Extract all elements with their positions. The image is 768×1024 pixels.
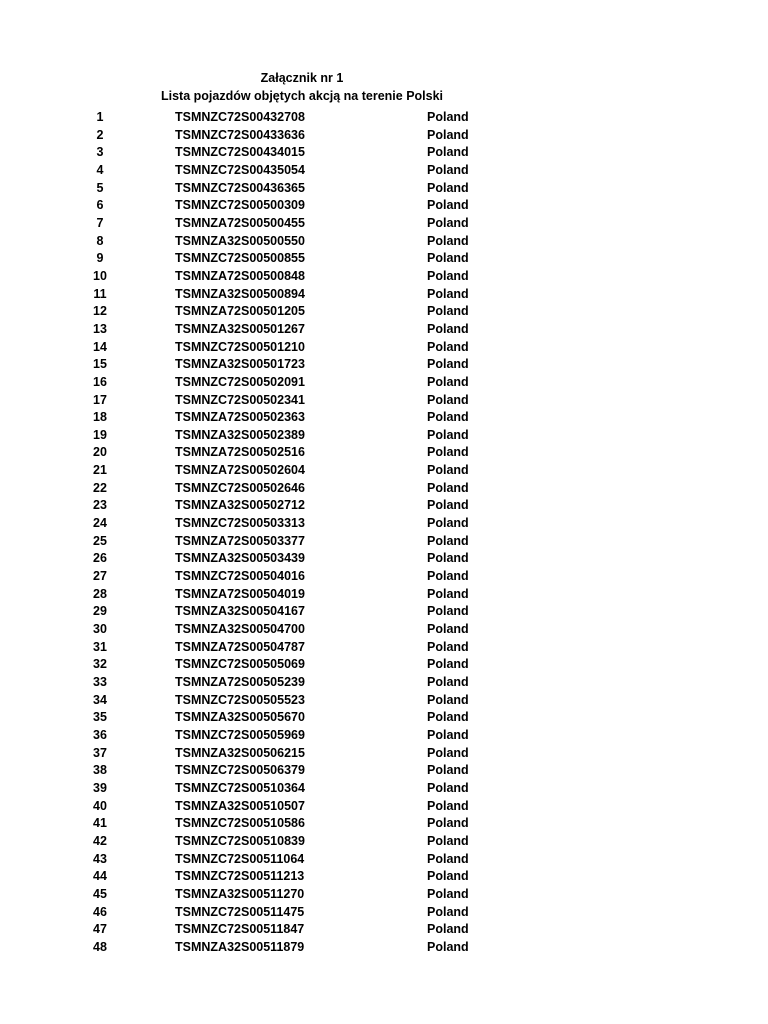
row-number: 2 bbox=[96, 127, 104, 142]
row-number: 48 bbox=[93, 939, 107, 954]
row-number: 8 bbox=[96, 233, 104, 248]
table-row bbox=[0, 286, 768, 304]
country-cell: Poland bbox=[427, 304, 469, 319]
country-cell: Poland bbox=[427, 622, 469, 637]
row-number: 31 bbox=[93, 639, 107, 654]
row-number: 26 bbox=[93, 551, 107, 566]
row-number: 5 bbox=[96, 180, 104, 195]
vin-cell: TSMNZA72S00500848 bbox=[175, 268, 305, 283]
vin-cell: TSMNZA32S00502389 bbox=[175, 427, 305, 442]
vin-cell: TSMNZA32S00511270 bbox=[175, 886, 305, 901]
country-cell: Poland bbox=[427, 904, 469, 919]
country-cell: Poland bbox=[427, 586, 469, 601]
vin-cell: TSMNZA32S00510507 bbox=[175, 798, 305, 813]
row-number: 42 bbox=[93, 833, 107, 848]
country-cell: Poland bbox=[427, 445, 469, 460]
table-row bbox=[0, 868, 768, 886]
table-row bbox=[0, 356, 768, 374]
row-number: 33 bbox=[93, 675, 107, 689]
row-number: 11 bbox=[93, 286, 107, 301]
row-number: 13 bbox=[93, 321, 107, 336]
row-number: 15 bbox=[93, 357, 107, 372]
row-number: 27 bbox=[93, 569, 107, 584]
row-number: 10 bbox=[93, 268, 107, 283]
vin-cell: TSMNZC72S00504016 bbox=[175, 569, 305, 584]
vin-cell: TSMNZA72S00502363 bbox=[175, 410, 305, 425]
vin-cell: TSMNZC72S00505969 bbox=[175, 727, 305, 742]
vin-cell: TSMNZC72S00502341 bbox=[175, 392, 305, 407]
row-number: 34 bbox=[93, 692, 107, 707]
country-cell: Poland bbox=[427, 798, 469, 813]
vin-cell: TSMNZA32S00506215 bbox=[175, 745, 305, 760]
table-row bbox=[0, 339, 768, 357]
vin-cell: TSMNZC72S00505523 bbox=[175, 692, 305, 707]
table-row bbox=[0, 674, 768, 692]
table-row bbox=[0, 939, 768, 957]
country-cell: Poland bbox=[427, 480, 469, 495]
vin-cell: TSMNZC72S00502646 bbox=[175, 480, 305, 495]
vin-cell: TSMNZC72S00505069 bbox=[175, 657, 305, 672]
country-cell: Poland bbox=[427, 392, 469, 407]
country-cell: Poland bbox=[427, 533, 469, 548]
country-cell: Poland bbox=[427, 427, 469, 442]
vin-cell: TSMNZC72S00511064 bbox=[175, 851, 305, 866]
country-cell: Poland bbox=[427, 321, 469, 336]
vin-cell: TSMNZA32S00501723 bbox=[175, 357, 305, 372]
table-row bbox=[0, 745, 768, 763]
vin-cell: TSMNZC72S00436365 bbox=[175, 180, 305, 195]
country-cell: Poland bbox=[427, 357, 469, 372]
row-number: 25 bbox=[93, 533, 107, 548]
vin-cell: TSMNZC72S00510586 bbox=[175, 816, 305, 831]
country-cell: Poland bbox=[427, 922, 469, 937]
country-cell: Poland bbox=[427, 939, 469, 954]
country-cell: Poland bbox=[427, 286, 469, 301]
row-number: 22 bbox=[93, 480, 107, 495]
row-number: 46 bbox=[93, 904, 107, 919]
country-cell: Poland bbox=[427, 851, 469, 866]
vin-cell: TSMNZC72S00510839 bbox=[175, 833, 305, 848]
table-row bbox=[0, 392, 768, 410]
row-number: 7 bbox=[96, 215, 104, 230]
country-cell: Poland bbox=[427, 268, 469, 283]
country-cell: Poland bbox=[427, 251, 469, 266]
row-number: 9 bbox=[96, 251, 104, 266]
country-cell: Poland bbox=[427, 604, 469, 619]
vin-cell: TSMNZC72S00434015 bbox=[175, 145, 305, 160]
country-cell: Poland bbox=[427, 110, 469, 124]
table-row bbox=[0, 762, 768, 780]
row-number: 23 bbox=[93, 498, 107, 513]
vin-cell: TSMNZC72S00500309 bbox=[175, 198, 305, 213]
table-row bbox=[0, 621, 768, 639]
table-row bbox=[0, 904, 768, 922]
vin-cell: TSMNZC72S00503313 bbox=[175, 516, 305, 531]
document-subtitle: Lista pojazdów objętych akcją na terenie Polski bbox=[160, 89, 444, 103]
table-row bbox=[0, 197, 768, 215]
vin-cell: TSMNZA32S00501267 bbox=[175, 321, 305, 336]
table-row bbox=[0, 727, 768, 745]
row-number: 6 bbox=[96, 198, 104, 213]
vin-cell: TSMNZA32S00511879 bbox=[175, 939, 305, 954]
country-cell: Poland bbox=[427, 463, 469, 478]
row-number: 41 bbox=[93, 816, 107, 831]
country-cell: Poland bbox=[427, 675, 469, 689]
row-number: 45 bbox=[93, 886, 107, 901]
vin-cell: TSMNZC72S00510364 bbox=[175, 780, 305, 795]
table-row bbox=[0, 144, 768, 162]
vin-cell: TSMNZC72S00511847 bbox=[175, 922, 305, 937]
vehicle-list bbox=[0, 109, 768, 957]
table-row bbox=[0, 409, 768, 427]
table-row bbox=[0, 692, 768, 710]
row-number: 24 bbox=[93, 516, 107, 531]
table-row bbox=[0, 180, 768, 198]
row-number: 17 bbox=[93, 392, 107, 407]
table-row bbox=[0, 303, 768, 321]
country-cell: Poland bbox=[427, 410, 469, 425]
table-row bbox=[0, 780, 768, 798]
vin-cell: TSMNZC72S00502091 bbox=[175, 374, 305, 389]
row-number: 12 bbox=[93, 304, 107, 319]
country-cell: Poland bbox=[427, 498, 469, 513]
table-row bbox=[0, 639, 768, 657]
vin-cell: TSMNZC72S00511213 bbox=[175, 869, 305, 884]
table-row bbox=[0, 709, 768, 727]
vin-cell: TSMNZA72S00504787 bbox=[175, 639, 305, 654]
vin-cell: TSMNZC72S00501210 bbox=[175, 339, 305, 354]
vin-cell: TSMNZA72S00503377 bbox=[175, 533, 305, 548]
vin-cell: TSMNZA72S00500455 bbox=[175, 215, 305, 230]
country-cell: Poland bbox=[427, 180, 469, 195]
vin-cell: TSMNZA72S00504019 bbox=[175, 586, 305, 601]
vin-cell: TSMNZA32S00500550 bbox=[175, 233, 305, 248]
table-row bbox=[0, 321, 768, 339]
table-row bbox=[0, 444, 768, 462]
vin-cell: TSMNZA72S00501205 bbox=[175, 304, 305, 319]
vin-cell: TSMNZA72S00502604 bbox=[175, 463, 305, 478]
table-row bbox=[0, 586, 768, 604]
table-row bbox=[0, 109, 768, 127]
document-title: Załącznik nr 1 bbox=[260, 71, 344, 85]
country-cell: Poland bbox=[427, 127, 469, 142]
row-number: 47 bbox=[93, 922, 107, 937]
row-number: 30 bbox=[93, 622, 107, 637]
vin-cell: TSMNZA32S00504700 bbox=[175, 622, 305, 637]
table-row bbox=[0, 250, 768, 268]
country-cell: Poland bbox=[427, 516, 469, 531]
vin-cell: TSMNZC72S00432708 bbox=[175, 110, 305, 124]
country-cell: Poland bbox=[427, 215, 469, 230]
country-cell: Poland bbox=[427, 763, 469, 778]
country-cell: Poland bbox=[427, 198, 469, 213]
table-row bbox=[0, 480, 768, 498]
vin-cell: TSMNZC72S00435054 bbox=[175, 162, 305, 177]
row-number: 16 bbox=[93, 374, 107, 389]
row-number: 29 bbox=[93, 604, 107, 619]
table-row bbox=[0, 921, 768, 939]
country-cell: Poland bbox=[427, 162, 469, 177]
country-cell: Poland bbox=[427, 745, 469, 760]
row-number: 32 bbox=[93, 657, 107, 672]
row-number: 3 bbox=[96, 145, 104, 160]
vin-cell: TSMNZC72S00433636 bbox=[175, 127, 305, 142]
row-number: 14 bbox=[93, 339, 107, 354]
country-cell: Poland bbox=[427, 886, 469, 901]
table-row bbox=[0, 550, 768, 568]
country-cell: Poland bbox=[427, 816, 469, 831]
table-row bbox=[0, 515, 768, 533]
table-row bbox=[0, 656, 768, 674]
country-cell: Poland bbox=[427, 339, 469, 354]
row-number: 18 bbox=[93, 410, 107, 425]
country-cell: Poland bbox=[427, 551, 469, 566]
table-row bbox=[0, 533, 768, 551]
table-row bbox=[0, 127, 768, 145]
country-cell: Poland bbox=[427, 374, 469, 389]
row-number: 37 bbox=[93, 745, 107, 760]
country-cell: Poland bbox=[427, 869, 469, 884]
country-cell: Poland bbox=[427, 692, 469, 707]
country-cell: Poland bbox=[427, 727, 469, 742]
table-row bbox=[0, 497, 768, 515]
row-number: 28 bbox=[93, 586, 107, 601]
table-row bbox=[0, 462, 768, 480]
vin-cell: TSMNZC72S00506379 bbox=[175, 763, 305, 778]
vin-cell: TSMNZC72S00511475 bbox=[175, 904, 305, 919]
country-cell: Poland bbox=[427, 145, 469, 160]
row-number: 35 bbox=[93, 710, 107, 725]
vin-cell: TSMNZA72S00505239 bbox=[175, 675, 305, 689]
row-number: 36 bbox=[93, 727, 107, 742]
vin-cell: TSMNZA32S00503439 bbox=[175, 551, 305, 566]
table-row bbox=[0, 815, 768, 833]
row-number: 38 bbox=[93, 763, 107, 778]
row-number: 40 bbox=[93, 798, 107, 813]
table-row bbox=[0, 568, 768, 586]
row-number: 4 bbox=[96, 162, 104, 177]
table-row bbox=[0, 833, 768, 851]
country-cell: Poland bbox=[427, 710, 469, 725]
vin-cell: TSMNZC72S00500855 bbox=[175, 251, 305, 266]
table-row bbox=[0, 427, 768, 445]
table-row bbox=[0, 374, 768, 392]
table-row bbox=[0, 233, 768, 251]
vin-cell: TSMNZA32S00505670 bbox=[175, 710, 305, 725]
row-number: 43 bbox=[93, 851, 107, 866]
row-number: 44 bbox=[93, 869, 107, 884]
table-row bbox=[0, 162, 768, 180]
row-number: 20 bbox=[93, 445, 107, 460]
country-cell: Poland bbox=[427, 657, 469, 672]
table-row bbox=[0, 886, 768, 904]
table-row bbox=[0, 268, 768, 286]
vin-cell: TSMNZA32S00502712 bbox=[175, 498, 305, 513]
country-cell: Poland bbox=[427, 569, 469, 584]
row-number: 1 bbox=[96, 110, 104, 124]
table-row bbox=[0, 798, 768, 816]
table-row bbox=[0, 603, 768, 621]
country-cell: Poland bbox=[427, 833, 469, 848]
row-number: 21 bbox=[93, 463, 107, 478]
table-row bbox=[0, 851, 768, 869]
country-cell: Poland bbox=[427, 639, 469, 654]
country-cell: Poland bbox=[427, 780, 469, 795]
table-row bbox=[0, 215, 768, 233]
country-cell: Poland bbox=[427, 233, 469, 248]
row-number: 39 bbox=[93, 780, 107, 795]
row-number: 19 bbox=[93, 427, 107, 442]
vin-cell: TSMNZA32S00504167 bbox=[175, 604, 305, 619]
vin-cell: TSMNZA32S00500894 bbox=[175, 286, 305, 301]
vin-cell: TSMNZA72S00502516 bbox=[175, 445, 305, 460]
